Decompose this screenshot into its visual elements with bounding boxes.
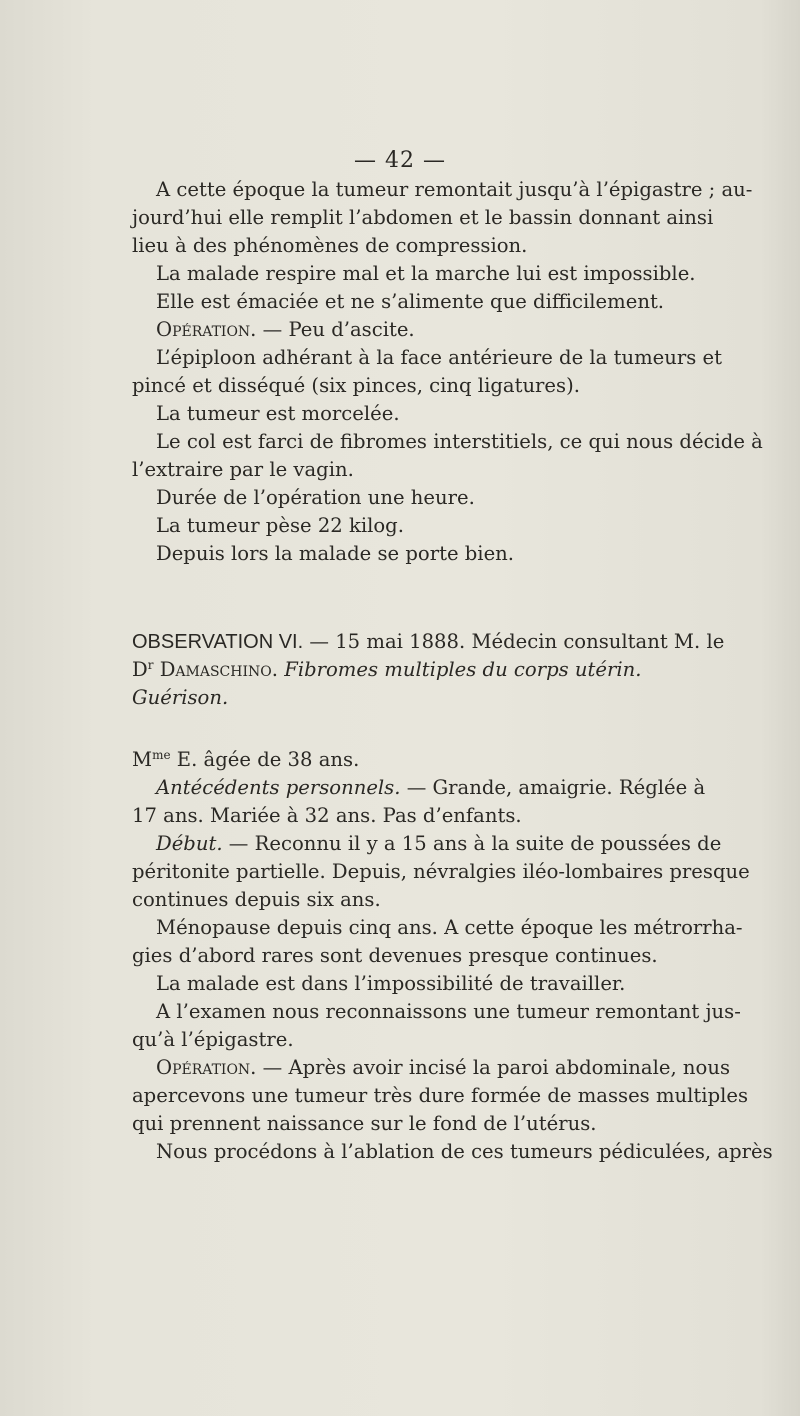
text-line: gies d’abord rares sont devenues presque continues. [132,944,658,967]
patient-title-sup: me [152,748,171,762]
text-line: péritonite partielle. Depuis, névralgies iléo-lombaires presque [132,860,750,883]
debut-label: Début. [156,832,223,855]
text-line: La tumeur pèse 22 kilog. [156,514,404,537]
observation-vi-heading [124,628,724,712]
text-line: A cette époque la tumeur remontait jusqu’à l’épigastre ; au- [156,178,753,201]
operation-text: — Après avoir incisé la paroi abdominale, nous [256,1056,731,1079]
text-line: L’épiploon adhérant à la face antérieure de la tumeurs et [156,346,722,369]
text-line: apercevons une tumeur très dure formée de masses multiples [132,1084,749,1107]
text-line: La malade respire mal et la marche lui est impossible. [156,262,696,285]
doctor-name: Damaschino [159,658,272,681]
text-line: continues depuis six ans. [132,888,381,911]
text-line: Depuis lors la malade se porte bien. [156,542,515,565]
doctor-abbrev-sup: r [147,658,154,672]
text-line: pincé et disséqué (six pinces, cinq ligatures). [132,374,580,397]
text-line: La tumeur est morcelée. [156,402,400,425]
operation-line [124,316,724,344]
text-line: Ménopause depuis cinq ans. A cette époque les métrorrha- [156,916,743,939]
observation-doctor-line [124,656,724,684]
observation-number: OBSERVATION VI. [132,631,304,653]
text-line: 17 ans. Mariée à 32 ans. Pas d’enfants. [132,804,522,827]
observation-title-line [124,628,724,656]
text-line: Nous procédons à l’ablation de ces tumeurs pédiculées, après [156,1140,773,1163]
doctor-dot: . [271,658,278,681]
section-observation-vi [124,746,773,1166]
observation-date: — 15 mai 1888. Médecin consultant M. le [303,630,725,653]
observation-outcome: Guérison. [132,686,229,709]
section-observation-v-end [124,176,763,568]
operation-label: Opération. [156,318,257,341]
patient-title: M [132,748,153,771]
text-line: l’extraire par le vagin. [132,458,354,481]
antecedents-line [124,774,724,802]
operation-line [124,1054,731,1082]
debut-line [124,830,724,858]
patient-line [124,746,724,774]
debut-text: — Reconnu il y a 15 ans à la suite de poussées de [222,832,722,855]
doctor-abbrev: D [132,658,148,681]
text-line: La malade est dans l’impossibilité de travailler. [156,972,626,995]
operation-text: — Peu d’ascite. [256,318,415,341]
text-line: jourd’hui elle remplit l’abdomen et le bassin donnant ainsi [132,206,714,229]
text-line: Le col est farci de fibromes interstitiels, ce qui nous décide à [156,430,763,453]
text-line: qui prennent naissance sur le fond de l’utérus. [132,1112,597,1135]
antecedents-text: — Grande, amaigrie. Réglée à [400,776,706,799]
text-line: A l’examen nous reconnaissons une tumeur remontant jus- [156,1000,741,1023]
antecedents-label: Antécédents personnels. [156,776,401,799]
operation-label: Opération. [156,1056,257,1079]
page-number: — 42 — [354,148,446,173]
observation-title: Fibromes multiples du corps utérin. [284,658,642,681]
patient-text: E. âgée de 38 ans. [170,748,360,771]
text-line: qu’à l’épigastre. [132,1028,294,1051]
text-line: lieu à des phénomènes de compression. [132,234,528,257]
text-line: Durée de l’opération une heure. [156,486,475,509]
text-line: Elle est émaciée et ne s’alimente que difficilement. [156,290,665,313]
